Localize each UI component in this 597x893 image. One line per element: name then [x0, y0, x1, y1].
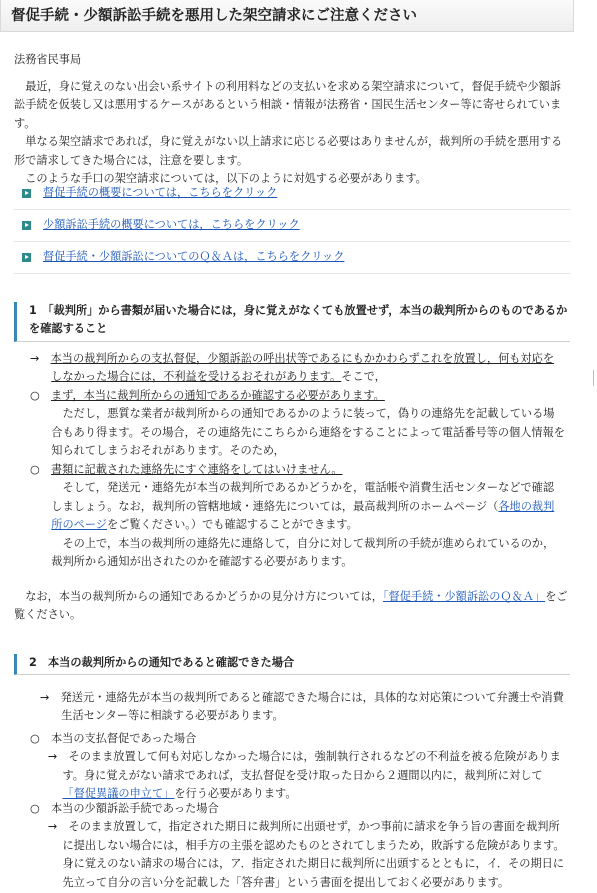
link-list — [14, 178, 570, 274]
arrow-icon: → — [47, 750, 58, 764]
arrow-bullet-icon — [22, 189, 31, 198]
arrow-icon: → — [40, 691, 50, 704]
section2-heading: 2 本当の裁判所からの通知であると確認できた場合 — [14, 654, 570, 675]
section2-case-a — [30, 730, 565, 804]
section2-case-b — [30, 800, 565, 892]
case-a-title: 本当の支払督促であった場合 — [50, 732, 197, 745]
link-qa[interactable]: 督促手続・少額訴訟についてのＱ＆Ａは，こちらをクリック — [43, 250, 345, 264]
organization-name: 法務省民事局 — [14, 53, 82, 66]
link-shogaku-overview[interactable]: 少額訴訟手続の概要については，こちらをクリック — [43, 218, 300, 232]
case-a-body: そのまま放置して何も対応しなかった場合には，強制執行されるなどの不利益を被る危険があります。身に覚えがない請求であれば，支払督促を受け取った日から２週間以内に，裁判所に対して — [62, 750, 561, 782]
section2-intro: 発送元・連絡先が本当の裁判所であると確認できた場合には，具体的な対応策について弁護士や消費生活センター等に相談する必要があります。 — [60, 691, 564, 723]
section1-so: そこで， — [341, 370, 386, 384]
circle-icon: ○ — [30, 802, 40, 815]
arrow-bullet-icon — [22, 221, 31, 230]
case-b-title: 本当の少額訴訟手続であった場合 — [50, 802, 219, 815]
intro-paragraph: 単なる架空請求であれば，身に覚えがない以上請求に応じる必要はありませんが，裁判所の手続を悪用する形で請求してきた場合には，注意を要します。 — [14, 135, 563, 167]
section1-warning: 本当の裁判所からの支払督促，少額訴訟の呼出状等であるにもかかわらずこれを放置し，何も対応をしなかった場合には，不利益を受けるおそれがあります。 — [50, 352, 555, 384]
link-item — [14, 242, 570, 274]
section1-confirm-text: そして，発送元・連絡先が本当の裁判所であるかどうかを，電話帳や消費生活センターなどで確認しましょう。なお，裁判所の管轄地域・連絡先については，最高裁判所のホームページ（ — [51, 481, 555, 513]
intro-paragraph: 最近，身に覚えのない出会い系サイトの利用料などの支払いを求める架空請求について，督促手続や少額訴訟手続を仮装し又は悪用するケースがあるという相談・情報が法務省・国民生活センター等に寄せられています。 — [14, 80, 562, 130]
note-text2: をご覧ください。 — [14, 590, 568, 622]
link-item — [14, 210, 570, 242]
section2-body — [40, 689, 565, 726]
section1-heading: 1 「裁判所」から書類が届いた場合には，身に覚えがなくても放置せず，本当の裁判所からのものであるかを確認すること — [14, 302, 570, 342]
circle-icon: ○ — [30, 462, 40, 476]
link-qa-note[interactable]: 「督促手続・少額訴訟のＱ＆Ａ」 — [382, 590, 546, 603]
section1-confirm-text2: をご覧ください。）でも確認することができます。 — [106, 518, 358, 532]
note-text: なお，本当の裁判所からの通知であるかどうかの見分け方については， — [25, 590, 383, 603]
case-b-body: そのまま放置して，指定された期日に裁判所に出頭せず，かつ事前に請求を争う旨の書面を裁判所に提出しない場合には，相手方の主張を認めたものとされてしまうため，敗訴する危険があります。身に覚えのない請求の場合には，ア．指定された期日に裁判所に出頭するとともに，イ．その期日に先立って自分の言い分を記載した「答弁書」という書面を提出しておく必要があります。 — [62, 820, 565, 889]
link-item — [14, 178, 570, 210]
link-courts-page[interactable]: 各地の裁判所のページ — [51, 499, 555, 532]
section1-final-text: その上で，本当の裁判所の連絡先に連絡して，自分に対して裁判所の手続が進められているのか，裁判所から通知が出されたのかを確認する必要があります。 — [51, 536, 555, 569]
link-shokusoku-overview[interactable]: 督促手続の概要については，こちらをクリック — [43, 186, 278, 200]
arrow-bullet-icon — [22, 253, 31, 262]
circle-icon: ○ — [30, 732, 40, 745]
case-a-body2: を行う必要があります。 — [174, 787, 297, 801]
arrow-icon: → — [47, 820, 58, 834]
circle-icon: ○ — [30, 388, 40, 402]
page-title: 督促手続・少額訴訟手続を悪用した架空請求にご注意ください — [11, 8, 417, 24]
page-title-bar — [0, 0, 574, 32]
section1-no-contact: 書類に記載された連絡先にすぐ連絡をしてはいけません。 — [50, 462, 343, 476]
section1-check: まず，本当に裁判所からの通知であるか確認する必要があります。 — [50, 388, 385, 402]
section1-check-body: ただし，悪質な業者が裁判所からの通知であるかのように装って，偽りの連絡先を記載している場合もあり得ます。その場合，その連絡先にこちらから連絡をすることによって電話番号等の個人情報を知られてしまうおそれがあります。そのため， — [51, 407, 565, 458]
section1-note — [14, 588, 570, 625]
arrow-icon: → — [30, 352, 40, 365]
section1-body — [30, 350, 565, 572]
intro-text — [14, 78, 570, 189]
intro-paragraph: このような手口の架空請求については，以下のように対処する必要があります。 — [25, 172, 427, 186]
link-objection[interactable]: 「督促異議の申立て」 — [62, 787, 175, 801]
scrollbar[interactable] — [593, 370, 594, 386]
